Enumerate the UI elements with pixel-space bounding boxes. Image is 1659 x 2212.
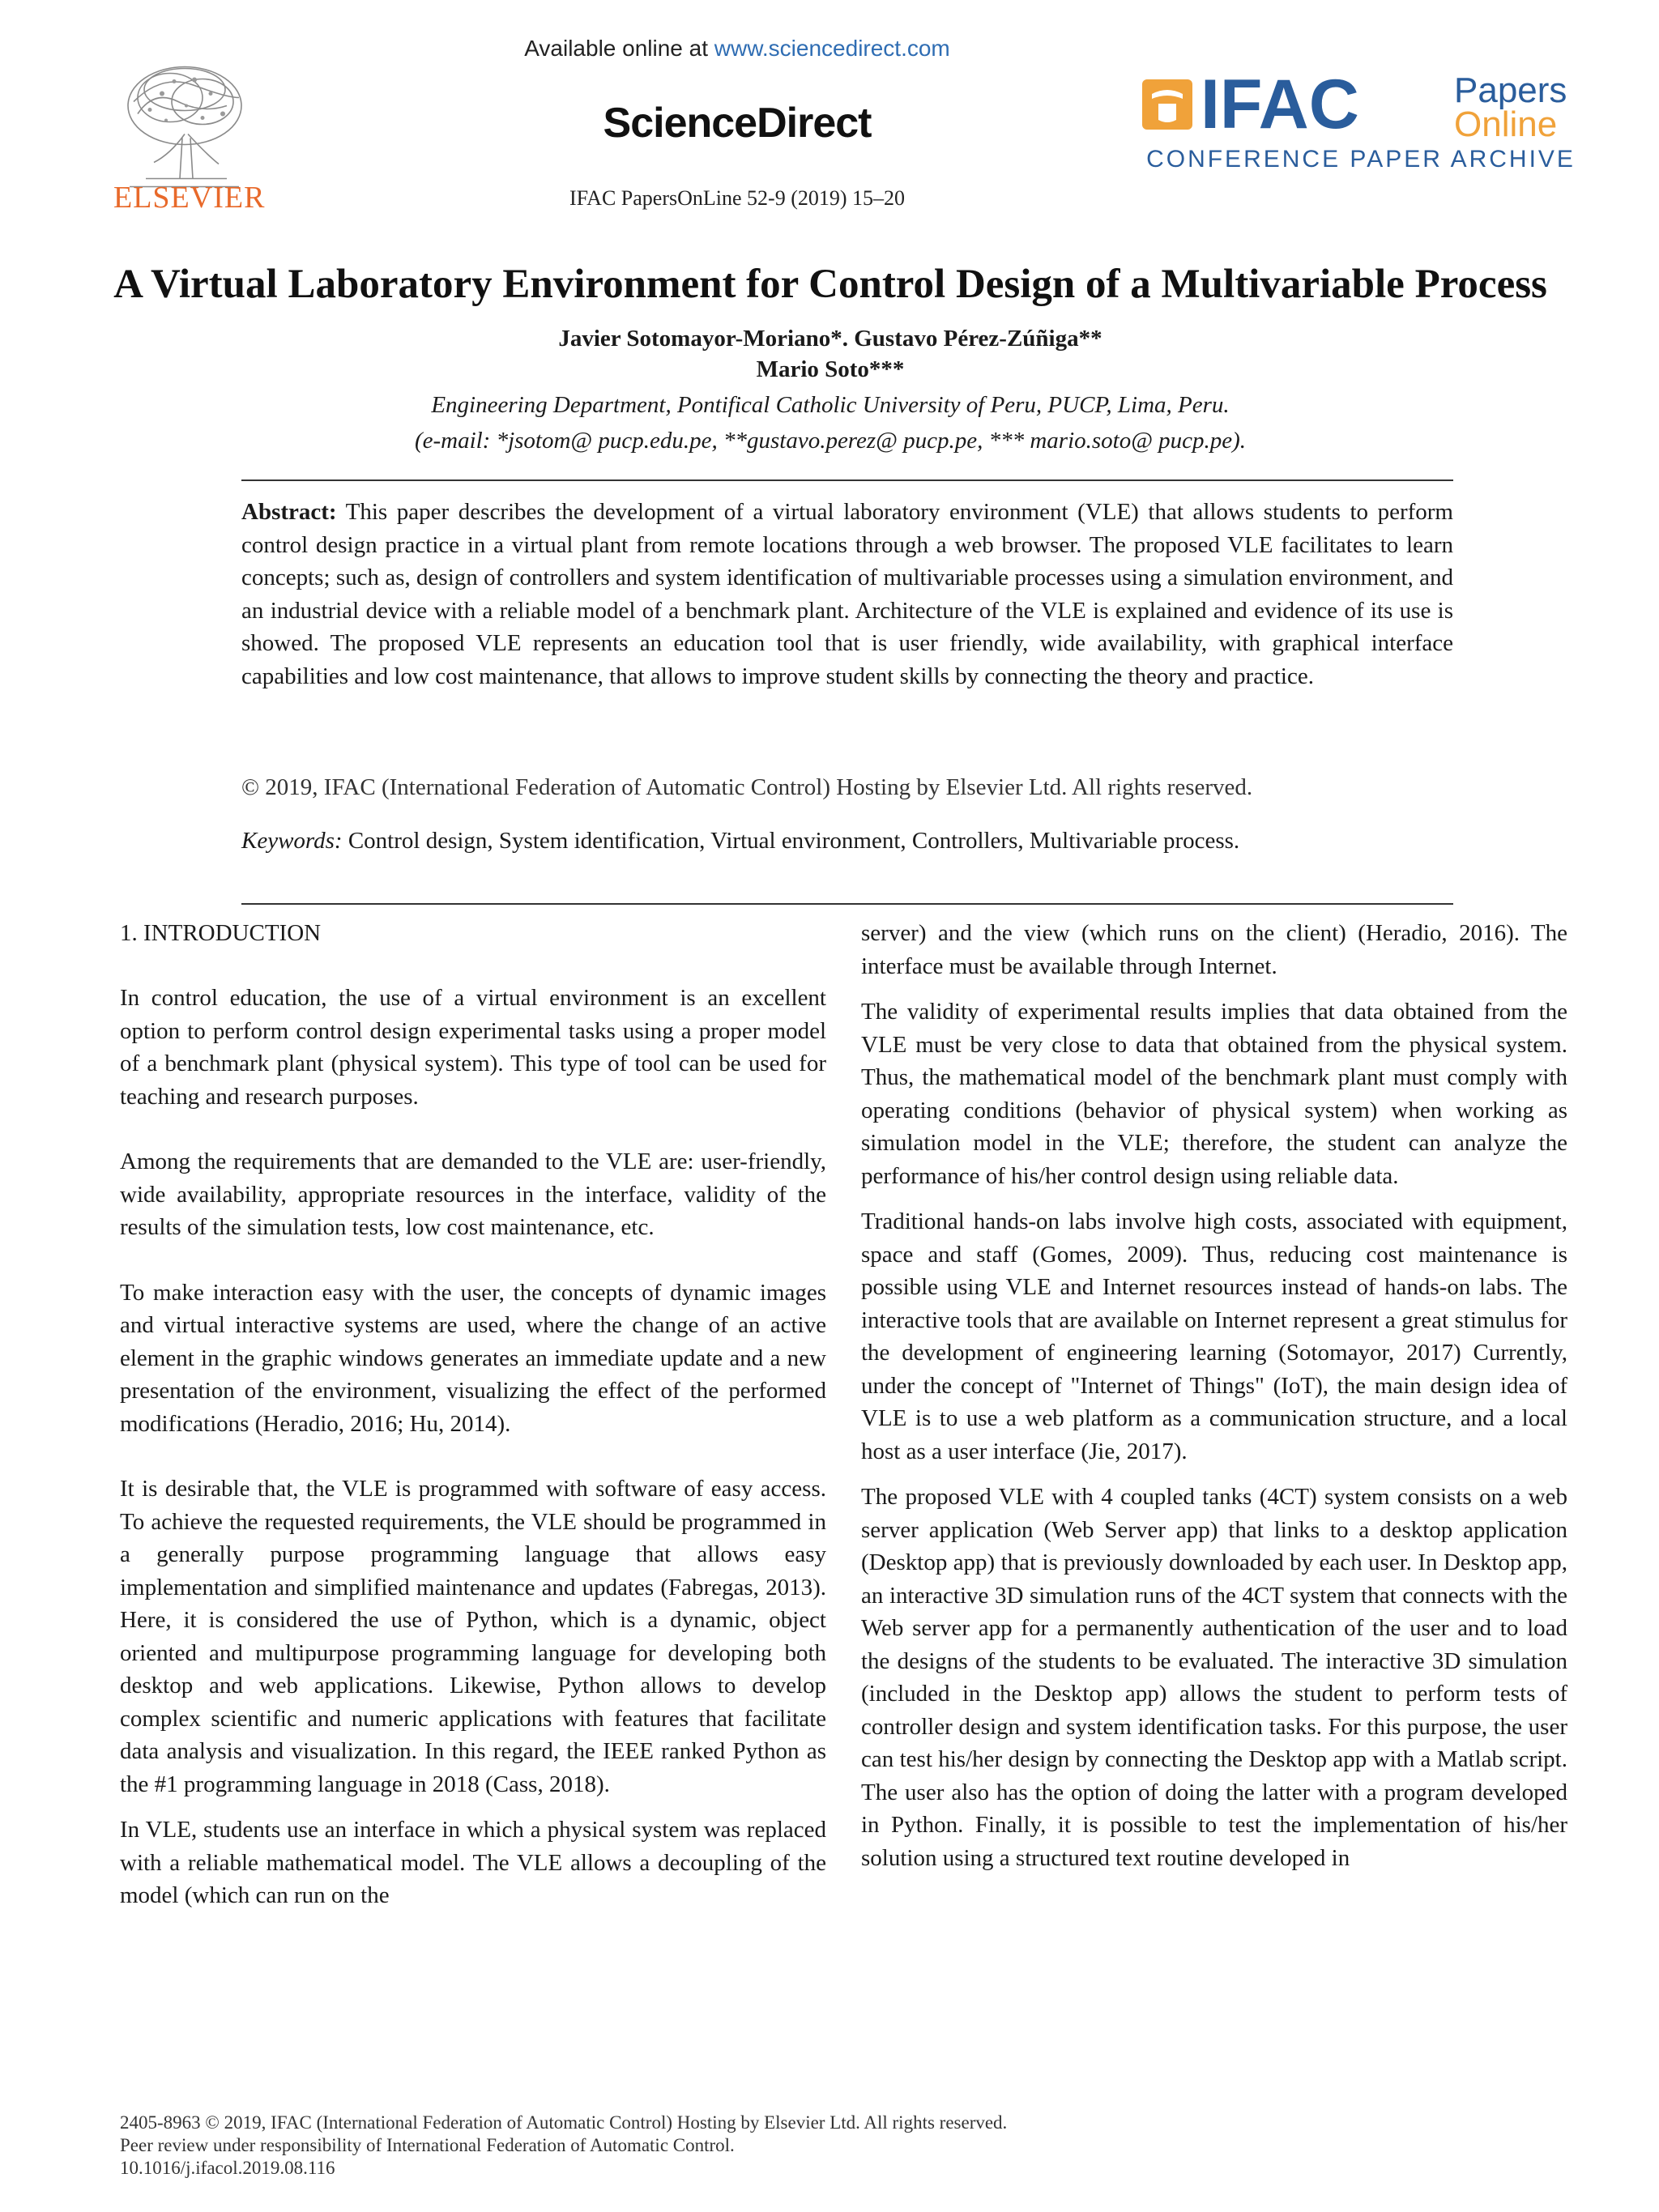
body-paragraph: In control education, the use of a virtual environment is an excellent option to perform control design experimental tasks using a proper model of a benchmark plant (physical system). This type of tool can be used for teaching and research purposes.: [120, 985, 826, 1110]
body-paragraph: In VLE, students use an interface in which a physical system was replaced with a reliable mathematical model. The VLE allows a decoupling of the model (which can run on the: [120, 1817, 826, 1908]
body-paragraph: server) and the view (which runs on the client) (Heradio, 2016). The interface must be available through Internet.: [861, 920, 1567, 979]
body-paragraph: Among the requirements that are demanded to the VLE are: user-friendly, wide availability, appropriate resources in the interface, validity of the results of the simulation tests, low cost maintenance, etc.: [120, 1149, 826, 1240]
abstract: [241, 496, 1453, 693]
ifac-online-text: Online: [1454, 104, 1558, 144]
abstract-text: This paper describes the development of a virtual laboratory environment (VLE) that allows students to perform control design practice in a virtual plant from remote locations through a web browser. The proposed VLE facilitates to learn concepts; such as, design of controllers and system identification of multivariable processes using a simulation environment, and an industrial device with a reliable model of a benchmark plant. Architecture of the VLE is explained and evidence of its use is showed. The proposed VLE represents an education tool that is user friendly, wide availability, with graphical interface capabilities and low cost maintenance, that allows to improve student skills by connecting the theory and practice.: [241, 499, 1453, 689]
body-paragraph: The validity of experimental results implies that data obtained from the VLE must be very close to data that obtained from the physical system. Thus, the mathematical model of the benchmark plant must comply with operating conditions (behavior of physical system) when working as simulation model in the VLE; therefore, the student can analyze the performance of his/her control design using reliable data.: [861, 999, 1567, 1189]
body-paragraph: To make interaction easy with the user, the concepts of dynamic images and virtual interactive systems are used, where the change of an active element in the graphic windows generates an immediate update and a new presentation of the environment, visualizing the effect of the performed modifications (Heradio, 2016; Hu, 2014).: [120, 1279, 826, 1437]
body-paragraph: Traditional hands-on labs involve high costs, associated with equipment, space and staff (Gomes, 2009). Thus, reducing cost maintenance is possible using VLE and Internet resources instead of hands-on labs. The interactive tools that are available on Internet represent a great stimulus for the development of engineering learning (Sotomayor, 2017) Currently, under the concept of "Internet of Things" (IoT), the main design idea of VLE is to use a web platform as a communication structure, and a local host as a user interface (Jie, 2017).: [861, 1208, 1567, 1464]
keywords-label: Keywords:: [241, 828, 343, 854]
body-paragraph: It is desirable that, the VLE is programmed with software of easy access. To achieve the requested requirements, the VLE should be programmed in a generally purpose programming language that allows easy implementation and simplified maintenance and updates (Fabregas, 2013). Here, it is considered the use of Python, which is a dynamic, object oriented and multipurpose programming language for developing both desktop and web applications. Likewise, Python allows to develop complex scientific and numeric applications with features that facilitate data analysis and visualization. In this regard, the IEEE ranked Python as the #1 programming language in 2018 (Cass, 2018).: [120, 1476, 826, 1797]
abstract-copyright: © 2019, IFAC (International Federation of Automatic Control) Hosting by Elsevier Ltd. All rights reserved.: [241, 774, 1253, 800]
author-emails: (e-mail: *jsotom@ pucp.edu.pe, **gustavo.perez@ pucp.pe, *** mario.soto@ pucp.pe).: [414, 428, 1247, 454]
footer-issn-copyright: 2405-8963 © 2019, IFAC (International Federation of Automatic Control) Hosting by Elsevier Ltd. All rights reserved.: [120, 2112, 1008, 2133]
abstract-top-rule: [241, 479, 1453, 481]
ifac-tagline: CONFERENCE PAPER ARCHIVE: [1146, 146, 1576, 173]
journal-reference: IFAC PapersOnLine 52-9 (2019) 15–20: [569, 186, 906, 210]
affiliation: Engineering Department, Pontifical Catholic University of Peru, PUCP, Lima, Peru.: [431, 392, 1230, 418]
abstract-label: Abstract:: [241, 499, 337, 525]
section-heading-introduction: 1. INTRODUCTION: [120, 920, 322, 946]
available-online-line: [454, 36, 1021, 62]
left-column: [120, 917, 826, 1912]
authors-line-1: Javier Sotomayor-Moriano*. Gustavo Pérez-Zúñiga**: [558, 326, 1102, 352]
sciencedirect-wordmark: ScienceDirect: [603, 100, 872, 147]
keywords: [241, 825, 1453, 858]
footer-doi: 10.1016/j.ifacol.2019.08.116: [120, 2158, 335, 2178]
abstract-bottom-rule: [241, 903, 1453, 905]
authors-line-2: Mario Soto***: [756, 356, 905, 382]
ifac-logo-text: IFAC: [1201, 66, 1359, 143]
keywords-text: Control design, System identification, Virtual environment, Controllers, Multivariable process.: [348, 828, 1240, 854]
right-column: [861, 917, 1567, 1874]
body-paragraph: The proposed VLE with 4 coupled tanks (4CT) system consists on a web server application (Web Server app) that links to a desktop application (Desktop app) that is previously downloaded by each user. In Desktop app, an interactive 3D simulation runs of the 4CT system that connects with the Web server app for a permanently authentication of the user and to load the designs of the students to be evaluated. The interactive 3D simulation (included in the Desktop app) allows the student to perform tests of controller design and system identification tasks. For this purpose, the user can test his/her design by connecting the Desktop app with a Matlab script. The user also has the option of doing the latter with a program developed in Python. Finally, it is possible to test the implementation of his/her solution using a structured text routine developed in: [861, 1484, 1567, 1871]
footer-peer-review: Peer review under responsibility of International Federation of Automatic Control.: [120, 2135, 735, 2155]
sciencedirect-link[interactable]: www.sciencedirect.com: [714, 36, 950, 61]
page-footer: [120, 2112, 1578, 2180]
available-prefix: Available online at: [524, 36, 714, 61]
paper-title: A Virtual Laboratory Environment for Control Design of a Multivariable Process: [113, 262, 1547, 307]
elsevier-wordmark: ELSEVIER: [113, 181, 266, 215]
ifac-papers-text: Papers: [1454, 70, 1567, 110]
